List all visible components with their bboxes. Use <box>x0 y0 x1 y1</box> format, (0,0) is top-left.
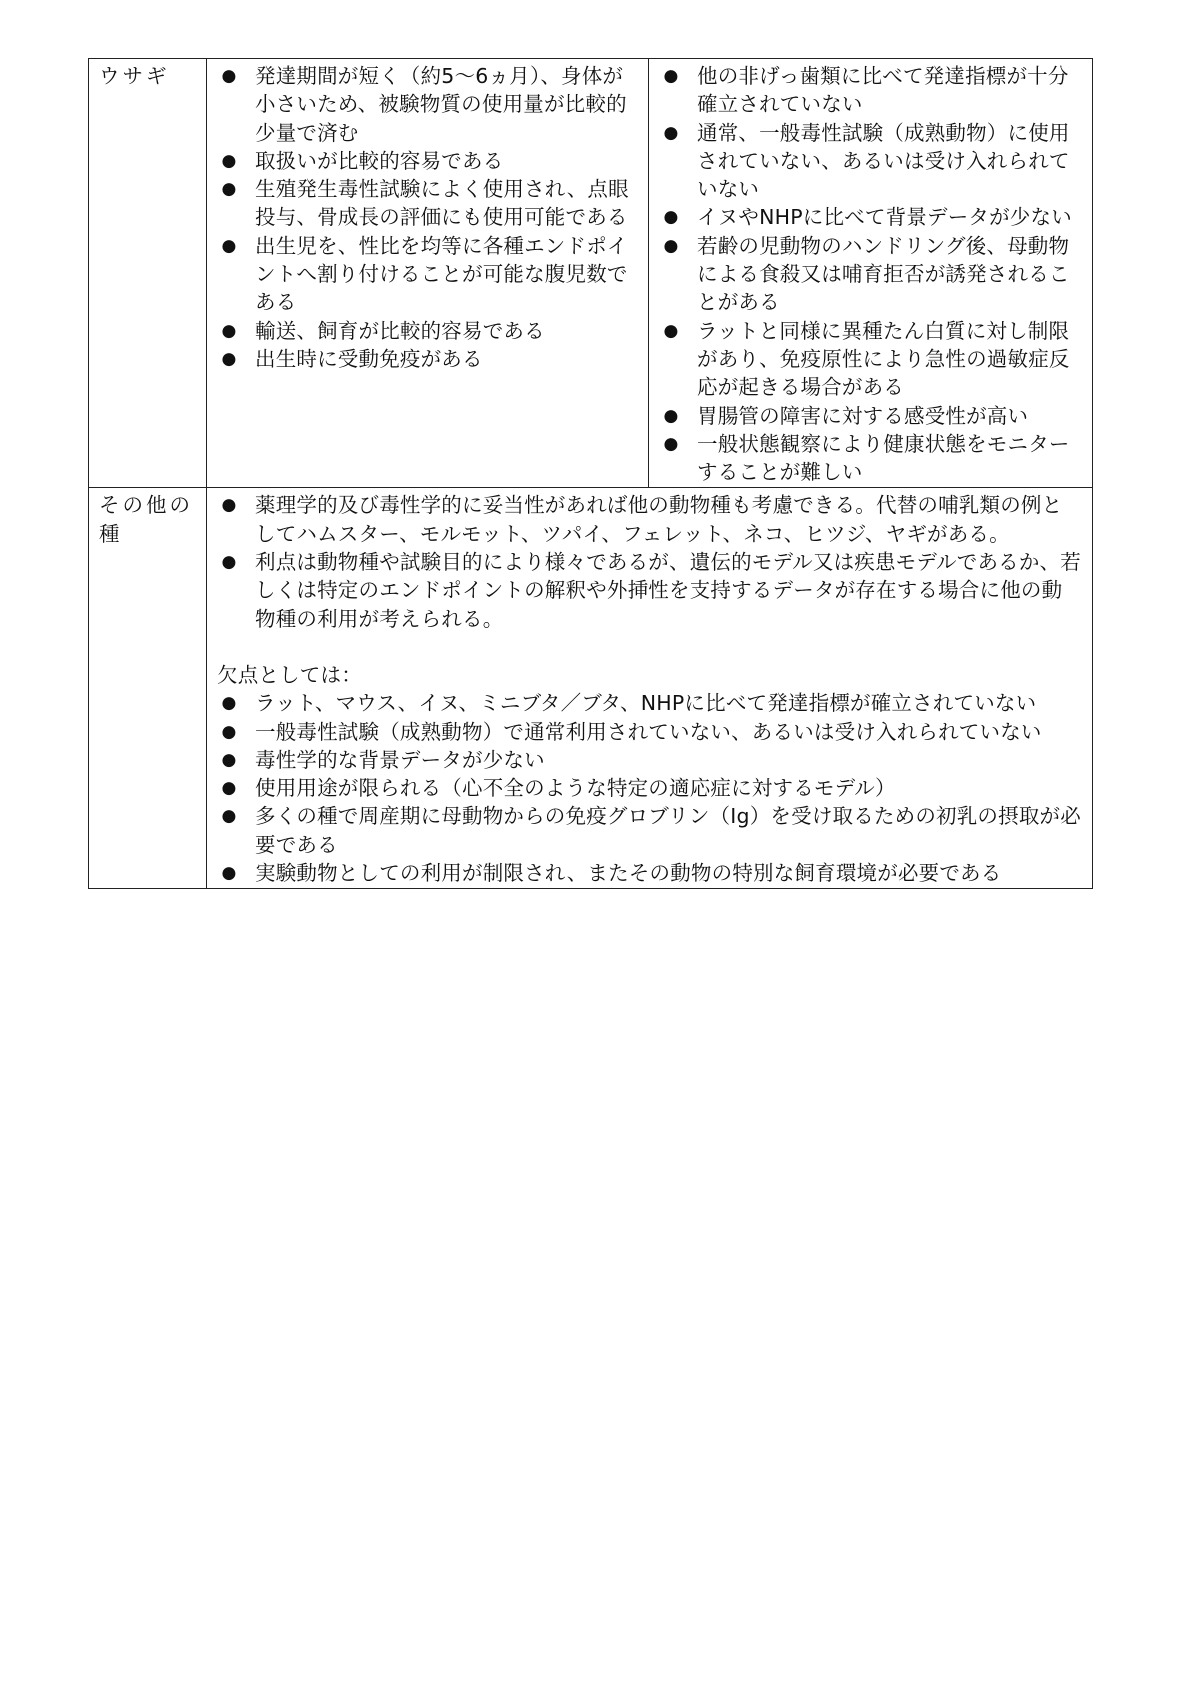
blank-line <box>217 633 1082 661</box>
bullet-icon: ● <box>663 66 679 86</box>
species-label: ウサギ <box>99 64 170 88</box>
bullet-icon: ● <box>663 122 679 143</box>
list-item: ● 一般毒性試験（成熟動物）で通常利用されていない、あるいは受け入れられていない <box>217 718 1082 746</box>
species-cell <box>89 59 207 488</box>
bullet-icon: ● <box>221 348 237 369</box>
other-species-content-cell <box>207 488 1093 889</box>
list-item: ● 胃腸管の障害に対する感受性が高い <box>659 402 1082 430</box>
list-item: ● 薬理学的及び毒性学的に妥当性があれば他の動物種も考慮できる。代替の哺乳類の例としてハムスター、モルモット、ツパイ、フェレット、ネコ、ヒツジ、ヤギがある。 <box>217 491 1082 548</box>
species-label: その他の種 <box>99 493 193 546</box>
disadvantages-cell <box>649 59 1093 488</box>
bullet-icon: ● <box>663 320 679 341</box>
species-cell <box>89 488 207 889</box>
advantages-list <box>217 62 638 373</box>
list-item: ● 多くの種で周産期に母動物からの免疫グロブリン（Ig）を受け取るための初乳の摂取が必要である <box>217 802 1082 859</box>
list-item: ● 利点は動物種や試験目的により様々であるが、遺伝的モデル又は疾患モデルであるか、若しくは特定のエンドポイントの解釈や外挿性を支持するデータが存在する場合に他の動物種の利用が考えられる。 <box>217 548 1082 633</box>
list-item: ● イヌやNHPに比べて背景データが少ない <box>659 203 1082 231</box>
list-item: ● ラットと同様に異種たん白質に対し制限があり、免疫原性により急性の過敏症反応が起きる場合がある <box>659 317 1082 402</box>
list-item: ● 実験動物としての利用が制限され、またその動物の特別な飼育環境が必要である <box>217 859 1082 887</box>
advantages-cell <box>207 59 649 488</box>
list-item: ● 使用用途が限られる（心不全のような特定の適応症に対するモデル） <box>217 774 1082 802</box>
bullet-icon: ● <box>663 235 679 256</box>
list-item: ● 一般状態観察により健康状態をモニターすることが難しい <box>659 430 1082 487</box>
species-comparison-table <box>88 58 1093 889</box>
bullet-icon: ● <box>221 721 237 742</box>
list-item: ● ラット、マウス、イヌ、ミニブタ／ブタ、NHPに比べて発達指標が確立されていない <box>217 689 1082 717</box>
bullet-icon: ● <box>221 179 237 200</box>
bullet-icon: ● <box>663 207 679 228</box>
other-species-intro-list <box>217 491 1082 632</box>
bullet-icon: ● <box>221 495 237 516</box>
list-item: ● 出生児を、性比を均等に各種エンドポイントへ割り付けることが可能な腹児数である <box>217 232 638 317</box>
bullet-icon: ● <box>221 150 237 171</box>
table-row-other-species <box>89 488 1093 889</box>
table-row-rabbit <box>89 59 1093 488</box>
bullet-icon: ● <box>221 693 237 714</box>
bullet-icon: ● <box>221 863 237 884</box>
list-item: ● 他の非げっ歯類に比べて発達指標が十分確立されていない <box>659 62 1082 119</box>
list-item: ● 取扱いが比較的容易である <box>217 147 638 175</box>
list-item: ● 発達期間が短く（約5〜6ヵ月）、身体が小さいため、被験物質の使用量が比較的少量で済む <box>217 62 638 147</box>
list-item: ● 輸送、飼育が比較的容易である <box>217 317 638 345</box>
bullet-icon: ● <box>221 66 237 86</box>
bullet-icon: ● <box>221 778 237 799</box>
list-item: ● 毒性学的な背景データが少ない <box>217 746 1082 774</box>
bullet-icon: ● <box>221 320 237 341</box>
bullet-icon: ● <box>221 552 237 573</box>
list-item: ● 生殖発生毒性試験によく使用され、点眼投与、骨成長の評価にも使用可能である <box>217 175 638 232</box>
list-item: ● 若齢の児動物のハンドリング後、母動物による食殺又は哺育拒否が誘発されることがある <box>659 232 1082 317</box>
list-item: ● 通常、一般毒性試験（成熟動物）に使用されていない、あるいは受け入れられていない <box>659 119 1082 204</box>
bullet-icon: ● <box>221 806 237 827</box>
disadvantages-list <box>659 62 1082 486</box>
bullet-icon: ● <box>221 749 237 770</box>
bullet-icon: ● <box>663 433 679 454</box>
other-species-disadvantages-list <box>217 689 1082 887</box>
list-item: ● 出生時に受動免疫がある <box>217 345 638 373</box>
disadvantages-heading: 欠点としては： <box>217 662 362 687</box>
bullet-icon: ● <box>663 405 679 426</box>
bullet-icon: ● <box>221 235 237 256</box>
